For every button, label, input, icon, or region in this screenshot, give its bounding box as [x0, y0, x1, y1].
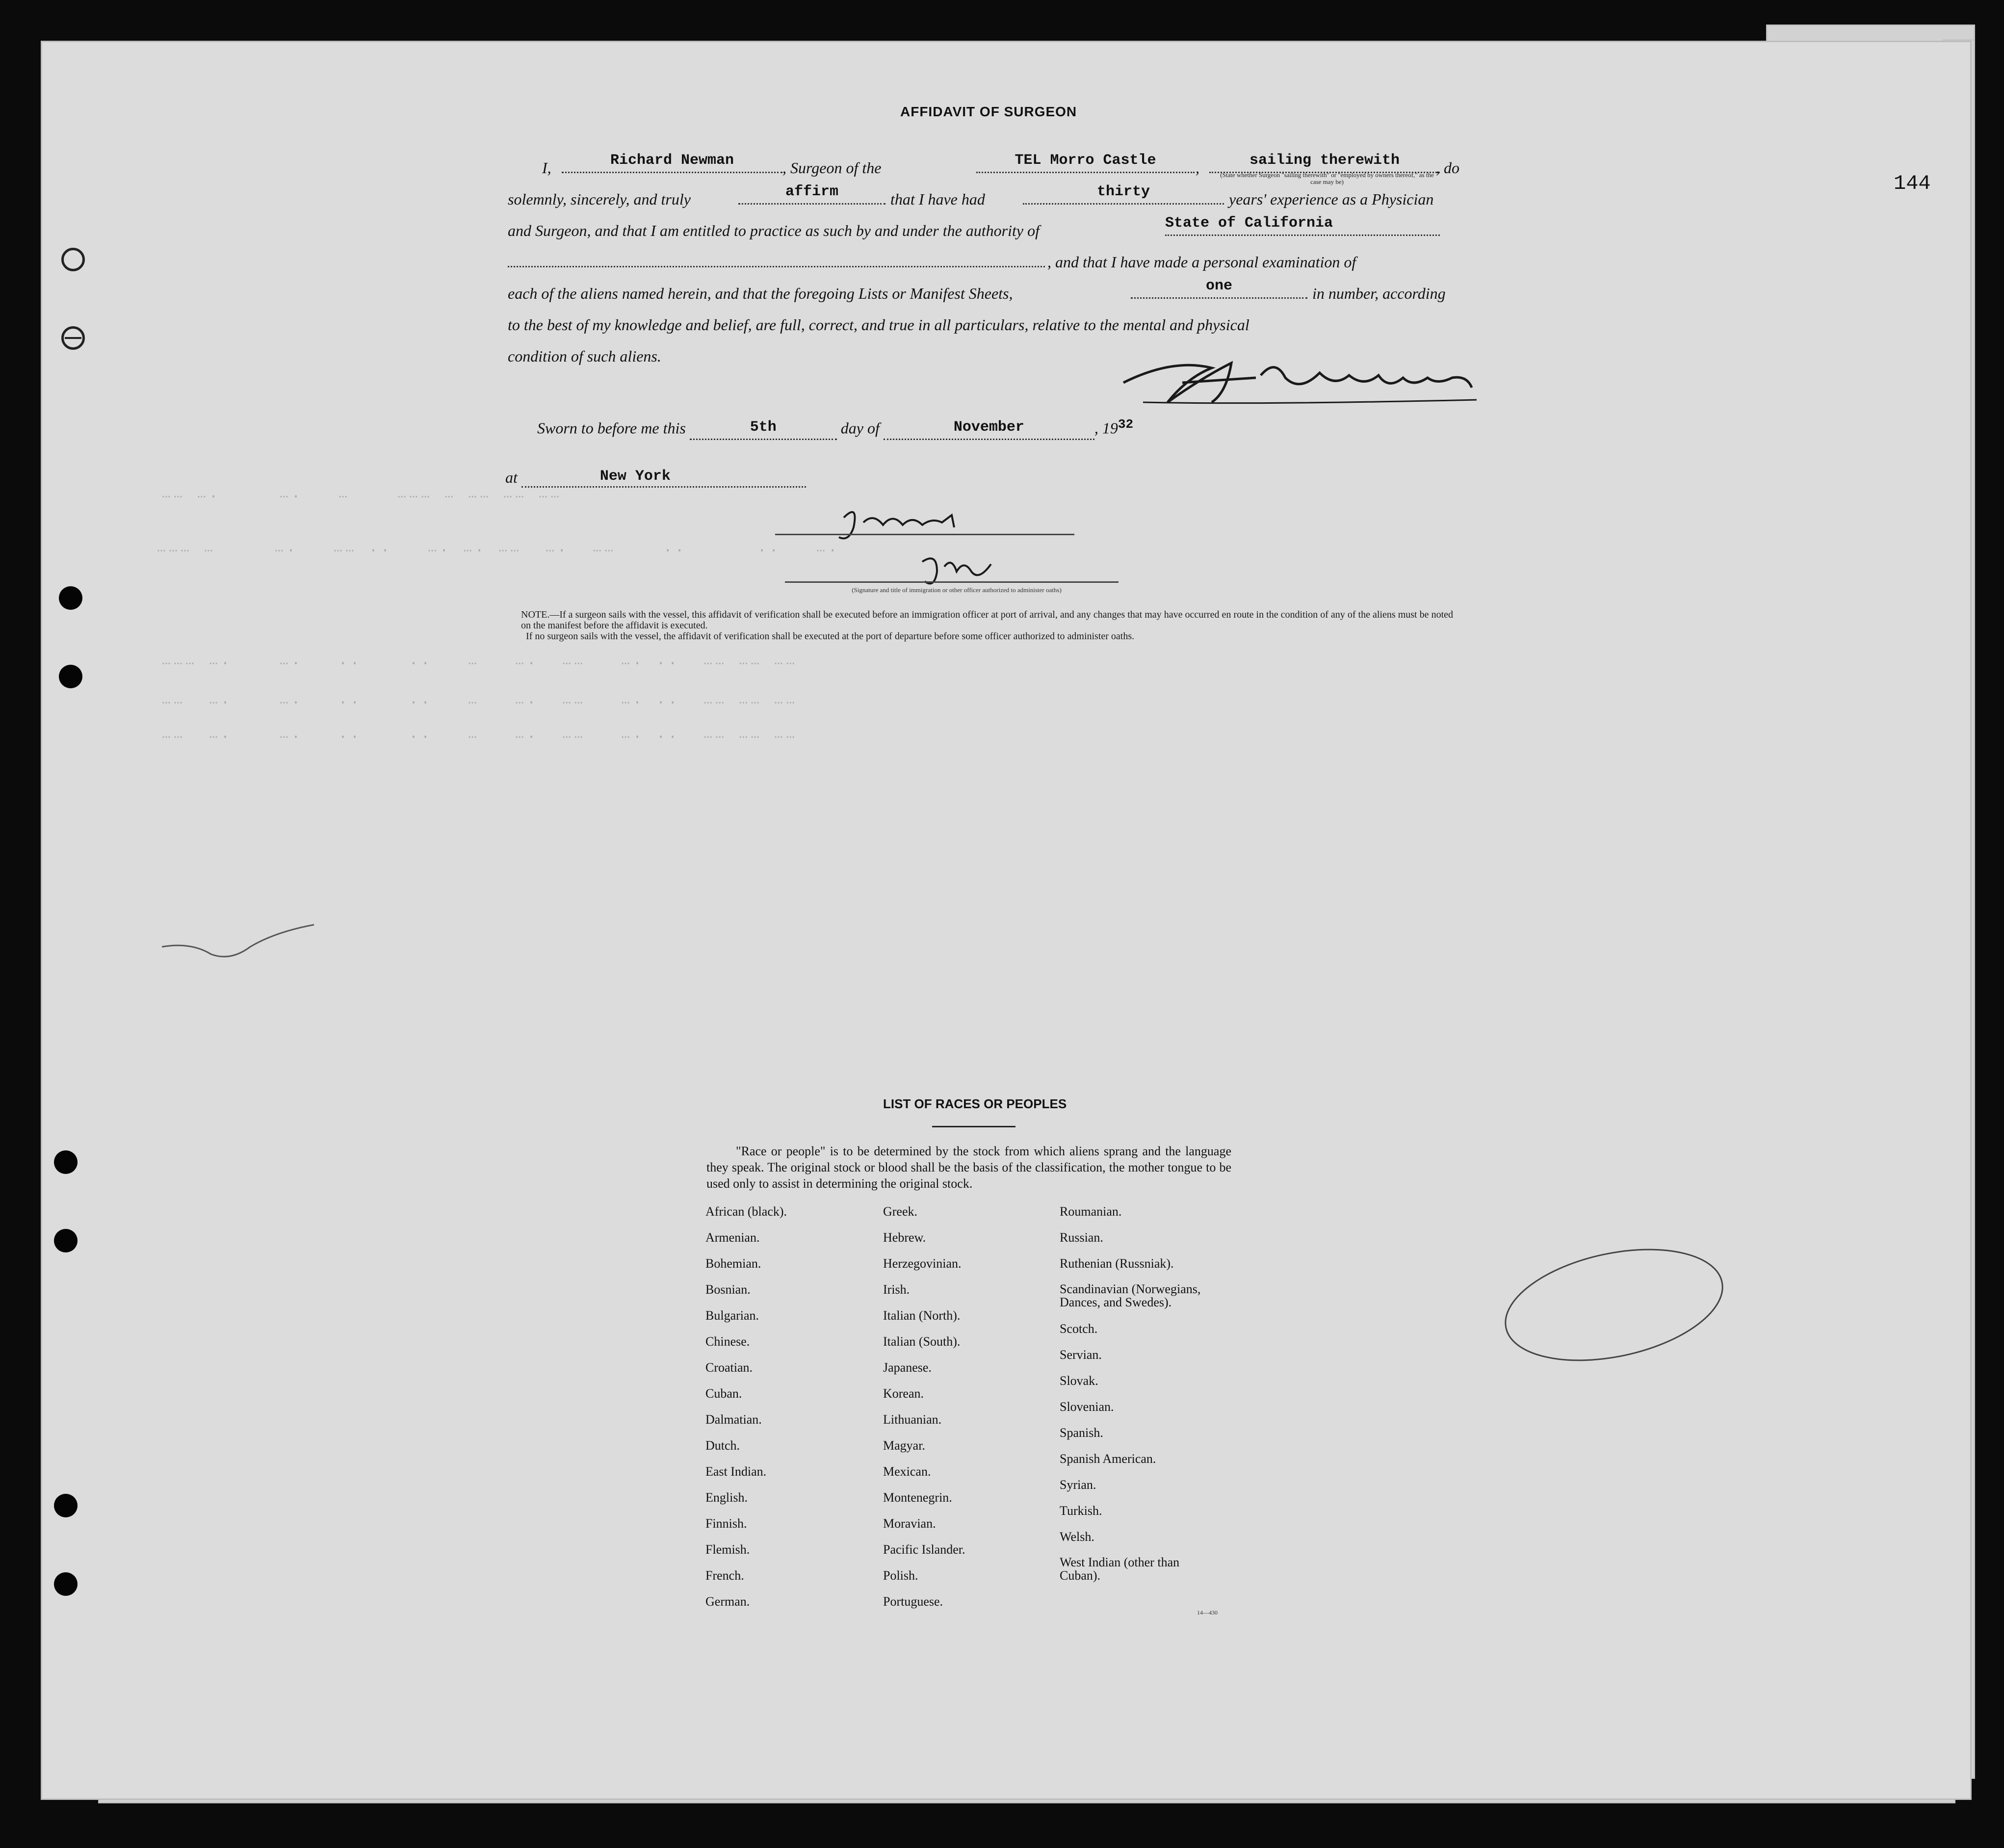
- races-title: LIST OF RACES OR PEOPLES: [883, 1096, 1067, 1111]
- surgeon-status-field: sailing therewith: [1209, 152, 1440, 173]
- affidavit-text: each of the aliens named herein, and that the foregoing Lists or Manifest Sheets,: [508, 285, 1013, 302]
- race-item: Bulgarian.: [705, 1308, 759, 1323]
- race-item: Polish.: [883, 1568, 918, 1583]
- races-intro: "Race or people" is to be determined by the stock from which aliens sprang and the language they speak. The original stock or blood shall be the basis of the classification, the mother tongue to be used only to assist in determining the original stock.: [706, 1144, 1231, 1191]
- affidavit-note: [521, 609, 1453, 642]
- affidavit-text: to the best of my knowledge and belief, are full, correct, and true in all particulars, relative to the mental and physical: [508, 316, 1249, 334]
- bleed-through-text: ……… … …. …… .. …. …. …… …. …… .. .. ….: [157, 540, 840, 556]
- affidavit-body: [508, 152, 1459, 372]
- sworn-line: [537, 417, 1133, 443]
- race-item: Armenian.: [705, 1230, 760, 1245]
- race-item: Finnish.: [705, 1516, 747, 1531]
- affidavit-text: , and that I have made a personal examination of: [1047, 253, 1356, 271]
- oath-field: affirm: [738, 183, 885, 205]
- note-no-surgeon: If no surgeon sails with the vessel, the affidavit of verification shall be executed at the port of departure before some officer authorized to administer oaths.: [526, 631, 1135, 642]
- race-item: Spanish American.: [1060, 1452, 1156, 1466]
- race-item: Korean.: [883, 1386, 924, 1401]
- race-item: Dalmatian.: [705, 1412, 762, 1427]
- affidavit-line-3: [508, 215, 1459, 246]
- race-item: Chinese.: [705, 1334, 750, 1349]
- race-item: Spanish.: [1060, 1426, 1103, 1440]
- race-item: Flemish.: [705, 1542, 750, 1557]
- officer-caption: (Signature and title of immigration or other officer authorized to administer oaths): [852, 586, 1062, 594]
- binder-hole: [59, 665, 82, 688]
- race-item: Servian.: [1060, 1348, 1102, 1362]
- day-field: 5th: [690, 419, 837, 440]
- race-item: Croatian.: [705, 1360, 753, 1375]
- officer-title-line: [785, 581, 1119, 583]
- race-item: Lithuanian.: [883, 1412, 942, 1427]
- years-field: thirty: [1023, 183, 1224, 205]
- race-item: Roumanian.: [1060, 1204, 1122, 1219]
- race-item: Moravian.: [883, 1516, 936, 1531]
- race-item: Slovenian.: [1060, 1400, 1114, 1414]
- race-item: Montenegrin.: [883, 1490, 952, 1505]
- race-item: Syrian.: [1060, 1478, 1096, 1492]
- bleed-through-text: …… …. …. .. .. … …. …… …. .. …… …… ……: [162, 692, 798, 708]
- binder-hole: [54, 1572, 78, 1596]
- oval-stamp: [1496, 1246, 1732, 1364]
- page-number: 144: [1894, 172, 1931, 195]
- race-item: Greek.: [883, 1204, 918, 1219]
- affidavit-text: I,: [542, 159, 551, 177]
- binder-hole: [54, 1150, 78, 1174]
- year-field: 32: [1118, 417, 1134, 432]
- surgeon-signature: [1114, 348, 1482, 412]
- race-item: Turkish.: [1060, 1504, 1102, 1518]
- authority-field: State of California: [1165, 215, 1440, 236]
- race-item: German.: [705, 1594, 750, 1609]
- title-rule: [932, 1126, 1015, 1127]
- race-item: Portuguese.: [883, 1594, 943, 1609]
- race-item: Dutch.: [705, 1438, 740, 1453]
- bleed-through-text: ……… …. …. .. .. … …. …… …. .. …… …… ……: [162, 652, 798, 669]
- bleed-through-text: …… …. …. … ……… … …… …… ……: [162, 486, 563, 502]
- form-code: 14—430: [1197, 1609, 1218, 1616]
- race-item: Japanese.: [883, 1360, 932, 1375]
- bleed-through-text: …… …. …. .. .. … …. …… …. .. …… …… ……: [162, 726, 798, 743]
- race-item: Hebrew.: [883, 1230, 926, 1245]
- race-item: Mexican.: [883, 1464, 931, 1479]
- binder-hole: [54, 1494, 78, 1517]
- at-label: at: [505, 469, 518, 486]
- race-item: Scotch.: [1060, 1322, 1098, 1336]
- race-item: Pacific Islander.: [883, 1542, 965, 1557]
- race-item: West Indian (other than Cuban).: [1060, 1555, 1180, 1583]
- affidavit-text: years' experience as a Physician: [1229, 190, 1434, 208]
- officer-signature-line: [775, 534, 1074, 535]
- affidavit-text: solemnly, sincerely, and truly: [508, 190, 691, 208]
- note-surgeon-sails: NOTE.—If a surgeon sails with the vessel, this affidavit of verification shall be executed before an immigration officer at port of arrival, and any changes that may have occurred en route in the condition of any of the aliens must be noted on the manifest before the affidavit is executed.: [521, 609, 1453, 631]
- month-field: November: [884, 419, 1094, 440]
- race-item: Italian (North).: [883, 1308, 961, 1323]
- affidavit-text: condition of such aliens.: [508, 347, 661, 365]
- race-item: Magyar.: [883, 1438, 925, 1453]
- sworn-text: , 19: [1094, 419, 1118, 437]
- sworn-text: day of: [840, 419, 880, 437]
- affidavit-text: , Surgeon of the: [782, 159, 882, 177]
- race-item: African (black).: [705, 1204, 787, 1219]
- race-item: Slovak.: [1060, 1374, 1098, 1388]
- affidavit-text: ,: [1196, 159, 1199, 177]
- race-item: East Indian.: [705, 1464, 767, 1479]
- officer-signature: [829, 503, 986, 547]
- sheets-count-field: one: [1131, 278, 1307, 299]
- race-item: French.: [705, 1568, 744, 1583]
- races-column-2: [883, 1204, 965, 1620]
- affidavit-line-6: [508, 309, 1459, 340]
- place-field: New York: [521, 468, 806, 488]
- sworn-text: Sworn to before me this: [537, 419, 686, 437]
- affidavit-text: , do: [1436, 159, 1459, 177]
- surgeon-name-field: Richard Newman: [562, 152, 782, 173]
- binder-hole: [59, 586, 82, 610]
- race-item: Ruthenian (Russniak).: [1060, 1256, 1174, 1271]
- affidavit-title: AFFIDAVIT OF SURGEON: [900, 104, 1077, 119]
- race-item: Italian (South).: [883, 1334, 961, 1349]
- vessel-field: TEL Morro Castle: [976, 152, 1195, 173]
- status-instruction: (State whether Surgeon "sailing therewith" or "employed by owners thereof," as the case may be): [1220, 171, 1434, 185]
- authority-continuation-field: [508, 246, 1045, 267]
- race-item: English.: [705, 1490, 748, 1505]
- binder-hole: [61, 248, 85, 271]
- officer-initials: [917, 552, 1001, 591]
- race-item: Welsh.: [1060, 1530, 1094, 1544]
- affidavit-text: and Surgeon, and that I am entitled to practice as such by and under the authority of: [508, 222, 1040, 239]
- races-column-1: [705, 1204, 787, 1620]
- affidavit-line-5: [508, 278, 1459, 309]
- races-column-3: [1060, 1204, 1222, 1595]
- affidavit-text: that I have had: [890, 190, 985, 208]
- race-item: Bosnian.: [705, 1282, 751, 1297]
- race-item: Russian.: [1060, 1230, 1103, 1245]
- affidavit-line-1: [508, 152, 1459, 183]
- affidavit-text: in number, according: [1312, 285, 1446, 302]
- race-item: Herzegovinian.: [883, 1256, 962, 1271]
- binder-hole: [61, 326, 85, 350]
- affidavit-line-4: [508, 246, 1459, 278]
- race-item: Cuban.: [705, 1386, 742, 1401]
- race-item: Irish.: [883, 1282, 910, 1297]
- race-item: Bohemian.: [705, 1256, 761, 1271]
- affidavit-line-2: [508, 183, 1459, 215]
- binder-hole: [54, 1229, 78, 1252]
- pencil-mark: [162, 917, 319, 962]
- race-item: Scandinavian (Norwegians, Dances, and Swedes).: [1060, 1282, 1201, 1309]
